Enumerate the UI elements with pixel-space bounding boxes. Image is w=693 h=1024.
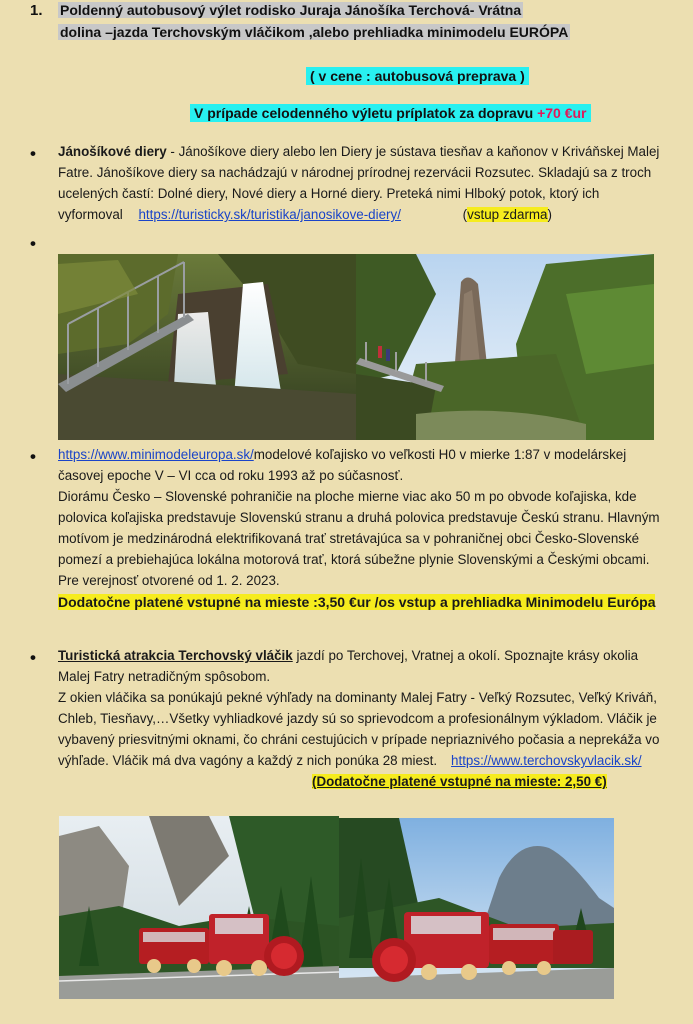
train-photo-left xyxy=(59,816,339,999)
surcharge-amount: +70 €ur xyxy=(537,105,587,121)
janosikove-diery-link[interactable]: https://turisticky.sk/turistika/janosikove-diery/ xyxy=(138,207,401,222)
bullet-dot-icon: • xyxy=(30,648,36,667)
free-entry-badge: vstup zdarma xyxy=(467,207,548,222)
page-title-line2: dolina –jazda Terchovským vláčikom ,alebo prehliadka minimodelu EURÓPA xyxy=(60,24,569,40)
page-title-line1: Poldenný autobusový výlet rodisko Juraja Jánošíka Terchová- Vrátna xyxy=(60,2,522,18)
minimodeleuropa-link[interactable]: https://www.minimodeleuropa.sk/ xyxy=(58,447,254,462)
train-fee: (Dodatočne platené vstupné na mieste: 2,50 €) xyxy=(312,774,607,789)
surcharge-note: V prípade celodenného výletu príplatok za dopravu +70 €ur xyxy=(190,103,591,123)
bullet-dot-icon: • xyxy=(30,447,36,466)
train-photo-right xyxy=(339,818,614,999)
minimodel-fee: Dodatočne platené vstupné na mieste :3,50 €ur /os vstup a prehliadka Minimodelu Európa xyxy=(58,594,656,610)
rock-spire-photo xyxy=(356,254,654,440)
terchovskyvlacik-link[interactable]: https://www.terchovskyvlacik.sk/ xyxy=(451,753,642,768)
section-minimodel-europa: https://www.minimodeleuropa.sk/modelové koľajisko vo veľkosti H0 v mierke 1:87 v modelárskej časovej epoche V – VI cca od roku 1993 až po súčasnosť. Diorámu Česko – Slovenské pohraničie na ploche mierne viac ako 50 m po obvode koľajiska, kde polovica koľajiska predstavuje Slovenskú stranu a druhá polovica predstavuje Českú stranu. Hlavným motívom je medzinárodná elektrifikovaná trať stretávajúca sa v pohraničnej obci Česko-Slovenské pomezí a prebiehajúca lokálna motorová trať, ktorá súbežne plynie Slovenskými a Českými obcami. Pre verejnosť otvorené od 1. 2. 2023. Dodatočne platené vstupné na mieste :3,50 €ur /os vstup a prehliadka Minimodelu Európa xyxy=(58,447,660,610)
section-terchovsky-vlacik: Turistická atrakcia Terchovský vláčik jazdí po Terchovej, Vratnej a okolí. Spoznajte krásy okolia Malej Fatry netradičným spôsobom. Z okien vláčika sa ponúkajú pekné výhľady na dominanty Malej Fatry - Veľký Rozsutec, Veľký Kriváň, Chleb, Tiesňavy,…Všetky vyhliadkové jazdy sú so sprievodcom a profesionálnym výkladom. Vláčik je vybavený priesvitnými oknami, čo chráni cestujúcich v prípade nepriaznivého počasia a neprekáža vo výhľade. Vláčik má dva vagóny a každý z nich ponúka 28 miest. https://www.terchovskyvlacik.sk/ (Dodatočne platené vstupné na mieste: 2,50 €) xyxy=(58,648,660,789)
waterfall-photo xyxy=(58,254,356,440)
list-number: 1. xyxy=(30,2,43,19)
bullet-dot-icon: • xyxy=(30,234,36,253)
section-title: Turistická atrakcia Terchovský vláčik xyxy=(58,648,293,663)
bullet-dot-icon: • xyxy=(30,144,36,163)
section-title: Jánošíkové diery xyxy=(58,144,167,159)
section-janosikove-diery: Jánošíkové diery - Jánošíkove diery alebo len Diery je sústava tiesňav a kaňonov v Kriváňskej Malej Fatre. Jánošíkove diery sa nachádzajú v národnej prírodnej rezervácii Rozsutec. Skladajú sa z troch ucelených častí: Dolné diery, Nové diery a Horné diery. Preteká nimi Hlboký potok, ktorý ich vyformoval https://turisticky.sk/turistika/janosikove-diery/ (vstup zdarma) xyxy=(58,144,660,222)
price-note: ( v cene : autobusová preprava ) xyxy=(306,66,529,86)
